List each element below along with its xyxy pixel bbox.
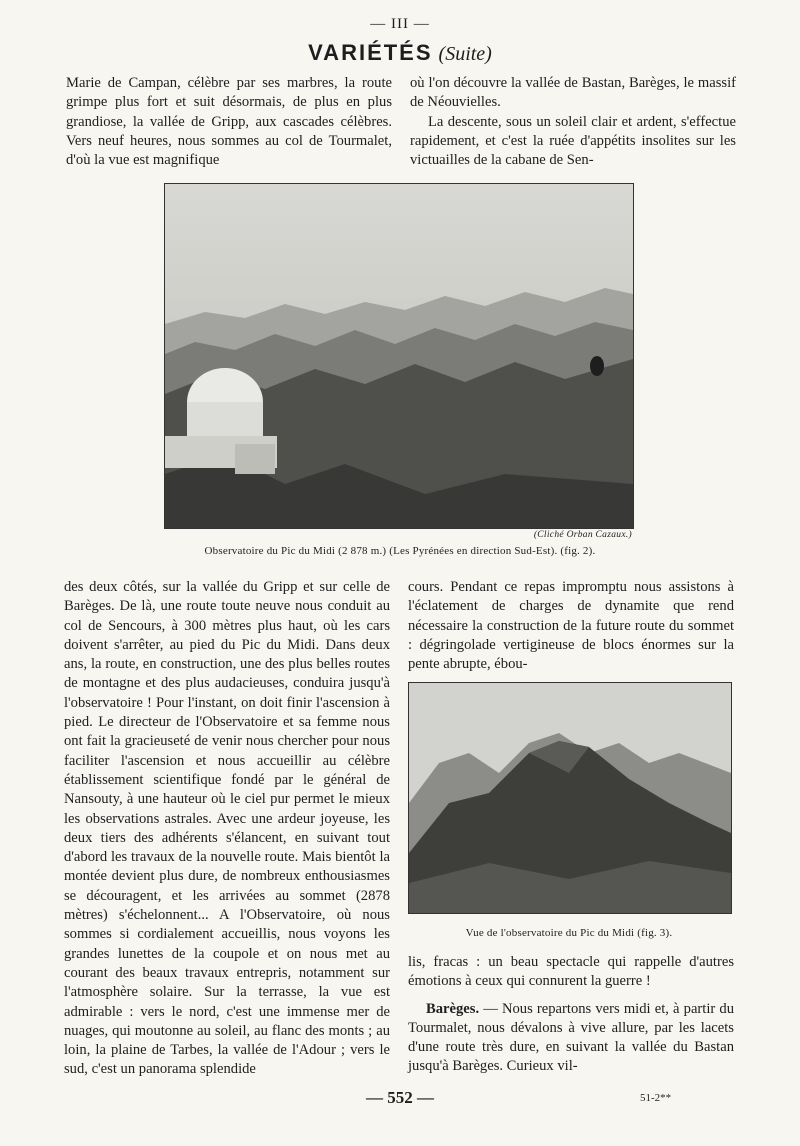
- photo-credit: (Cliché Orban Cazaux.): [533, 530, 632, 540]
- figure-2-caption: Observatoire du Pic du Midi (2 878 m.) (Les Pyrénées en direction Sud-Est). (fig. 2).: [204, 545, 596, 557]
- page-number: — 552 —: [366, 1088, 434, 1107]
- top-right-paragraph-1: où l'on découvre la vallée de Bastan, Barèges, le massif de Néouvielles.: [410, 75, 736, 111]
- top-right-paragraph-2: La descente, sous un soleil clair et ardent, s'effectue rapidement, et c'est la ruée d'appétits insolites sur les victuailles de la cabane de Sen-: [410, 113, 736, 169]
- section-lead-bareges: Barèges.: [426, 1000, 480, 1017]
- observatory-view-photo: [408, 682, 732, 914]
- top-right-column: [410, 74, 736, 170]
- top-left-paragraph: Marie de Campan, célèbre par ses marbres, la route grimpe plus fort et suit désormais, de plus en plus grandiose, la vallée de Gripp, aux cascades célèbres. Vers neuf heures, nous sommes au col de Tourmalet, d'où la vue est magnifique: [66, 75, 392, 169]
- bottom-right-bottom-column: [408, 953, 734, 1077]
- bottom-left-column: [64, 578, 390, 1080]
- page-folio: — III —: [370, 16, 430, 32]
- figure-3-caption: Vue de l'observatoire du Pic du Midi (fig. 3).: [465, 927, 673, 939]
- section-title-text: VARIÉTÉS: [308, 40, 433, 65]
- bottom-right-paragraph-2: lis, fracas : un beau spectacle qui rappelle d'autres émotions à ceux qui connurent la guerre !: [408, 954, 734, 990]
- bottom-right-paragraph-3: [408, 1000, 734, 1077]
- bottom-right-paragraph-1: cours. Pendant ce repas impromptu nous assistons à l'éclatement de charges de dynamite que rend nécessaire la construction de la future route du sommet : dégringolade vertigineuse de blocs énormes sur la pente abrupte, ébou-: [408, 579, 734, 673]
- section-title: [0, 40, 800, 66]
- top-left-column: [66, 74, 392, 170]
- observatory-panorama-image: [165, 184, 633, 528]
- section-subtitle: (Suite): [438, 43, 492, 65]
- bottom-right-paragraph-3-text: — Nous repartons vers midi et, à partir du Tourmalet, nous dévalons à vive allure, par les lacets d'une route très dure, en suivant la vallée du Bastan jusqu'à Barèges. Curieux vil-: [408, 1000, 734, 1075]
- observatory-view-image: [409, 683, 731, 913]
- observatory-panorama-photo: [164, 183, 634, 529]
- bottom-right-top-column: [408, 578, 734, 674]
- bottom-left-paragraph: des deux côtés, sur la vallée du Gripp et sur celle de Barèges. De là, une route toute neuve nous conduit au col de Sencours, à 300 mètres plus haut, où les cars doivent s'arrêter, au pied du Pic du Midi. Dans deux ans, la route, en construction, une des plus belles routes de montagne et des plus audacieuses, conduira jusqu'à l'observatoire ! Pour l'instant, on doit finir l'ascension à pied. Le directeur de l'Observatoire et sa femme nous ont fait la gracieuseté de venir nous chercher pour nous faciliter l'ascension et nous accueillir au célèbre établissement scientifique fondé par le général de Nansouty, à une hauteur où le ciel pur permet le mieux les observations astrales. Avec une ardeur joyeuse, les deux tiers des adhérents s'élancent, en suivant tout d'abord les travaux de la nouvelle route. Mais bientôt la montée devient plus dure, de nombreux enthousiasmes se découragent, et les arrivées au sommet (2878 mètres) s'échelonnent... A l'Observatoire, où nous sommes si cordialement accueillis, nous voyons les grandes lunettes de la coupole et on nous met au courant des beaux travaux entrepris, notamment sur l'atmosphère solaire. Sur la terrasse, la vue est admirable : vers le nord, c'est une immense mer de nuages, qui moutonne au soleil, au flanc des monts ; au loin, la plaine de Tarbes, la vallée de l'Adour ; vers le sud, c'est un panorama splendide: [64, 579, 390, 1078]
- signature-mark: 51-2**: [640, 1092, 672, 1104]
